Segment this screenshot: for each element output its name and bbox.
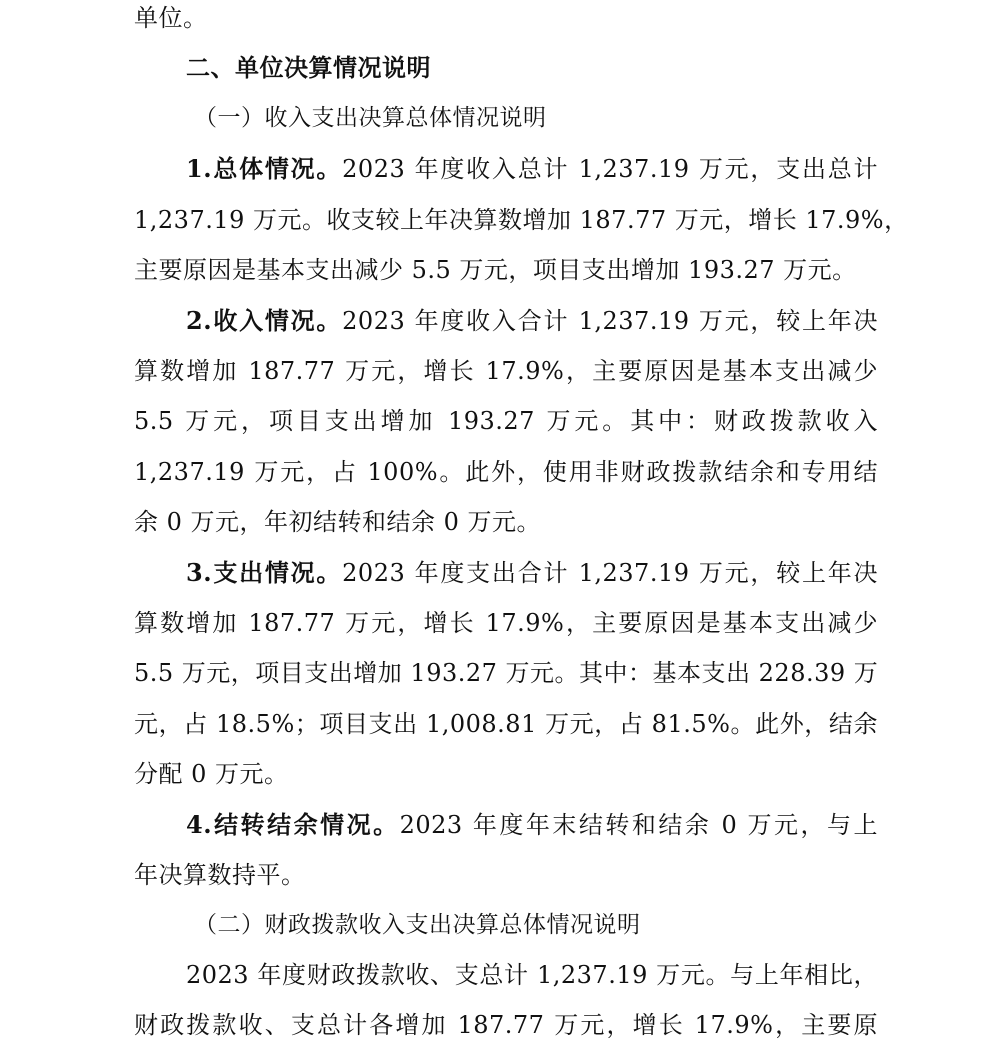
paragraph-lead: 4.结转结余情况。: [186, 810, 400, 839]
paragraph-line: 余 0 万元，年初结转和结余 0 万元。: [134, 508, 542, 536]
paragraph-line: 分配 0 万元。: [134, 760, 289, 788]
subsection-heading: （一）收入支出决算总体情况说明: [194, 105, 547, 131]
text-line: 单位。: [134, 4, 208, 32]
subsection-heading: （二）财政拨款收入支出决算总体情况说明: [194, 912, 641, 938]
paragraph-lead: 1.总体情况。: [186, 154, 343, 183]
paragraph-line: 5.5 万元，项目支出增加 193.27 万元。其中：基本支出 228.39 万: [134, 659, 879, 687]
paragraph-line: 1,237.19 万元。收支较上年决算数增加 187.77 万元，增长 17.9%，: [134, 206, 909, 234]
paragraph-line: 年决算数持平。: [134, 861, 306, 889]
paragraph-text: 2023 年度收入总计 1,237.19 万元，支出总计: [342, 155, 878, 183]
paragraph-line: [186, 810, 878, 840]
paragraph-text: 2023 年度收入合计 1,237.19 万元，较上年决: [342, 307, 878, 335]
paragraph-line: 2023 年度财政拨款收、支总计 1,237.19 万元。与上年相比，: [186, 961, 878, 989]
paragraph-lead: 3.支出情况。: [186, 558, 343, 587]
paragraph-line: 元，占 18.5%；项目支出 1,008.81 万元，占 81.5%。此外，结余: [134, 710, 878, 738]
paragraph-line: 1,237.19 万元，占 100%。此外，使用非财政拨款结余和专用结: [134, 458, 878, 486]
paragraph-text: 2023 年度支出合计 1,237.19 万元，较上年决: [342, 559, 878, 587]
paragraph-line: 5.5 万元，项目支出增加 193.27 万元。其中：财政拨款收入: [134, 407, 878, 435]
section-heading: 二、单位决算情况说明: [186, 54, 431, 82]
paragraph-line: 算数增加 187.77 万元，增长 17.9%，主要原因是基本支出减少: [134, 609, 878, 637]
paragraph-text: 2023 年度年末结转和结余 0 万元，与上: [399, 811, 878, 839]
paragraph-line: 主要原因是基本支出减少 5.5 万元，项目支出增加 193.27 万元。: [134, 256, 857, 284]
paragraph-line: [186, 558, 878, 588]
paragraph-line: [186, 306, 878, 336]
paragraph-line: [186, 154, 878, 184]
paragraph-lead: 2.收入情况。: [186, 306, 343, 335]
paragraph-line: 算数增加 187.77 万元，增长 17.9%，主要原因是基本支出减少: [134, 357, 878, 385]
paragraph-line: 财政拨款收、支总计各增加 187.77 万元，增长 17.9%，主要原: [134, 1011, 878, 1039]
